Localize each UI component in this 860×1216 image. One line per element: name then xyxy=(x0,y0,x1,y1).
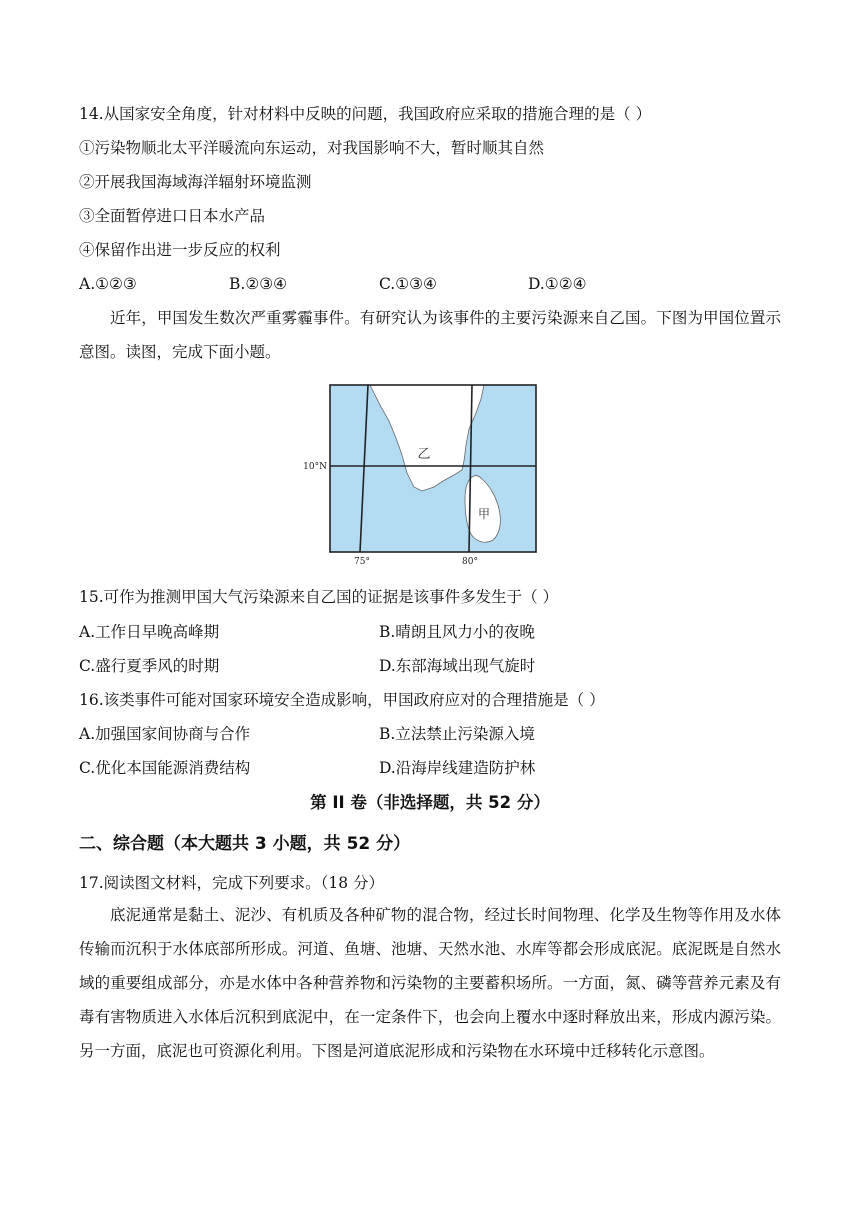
section-2-title: 第 II 卷（非选择题，共 52 分） xyxy=(310,793,550,812)
q16-option-a: A.加强国家间协商与合作 xyxy=(79,725,251,743)
part-2-heading: 二、综合题（本大题共 3 小题，共 52 分） xyxy=(79,834,411,854)
q14-option-b: B.②③④ xyxy=(229,275,288,293)
q16-option-c: C.优化本国能源消费结构 xyxy=(79,759,251,777)
q14-item-1: ①污染物顺北太平洋暖流向东运动，对我国影响不大，暂时顺其自然 xyxy=(79,139,545,157)
q17-stem: 17.阅读图文材料，完成下列要求。（18 分） xyxy=(79,874,385,892)
map-lon-label-75: 75° xyxy=(354,557,370,567)
q14-item-4: ④保留作出进一步反应的权利 xyxy=(79,241,281,259)
q14-option-d: D.①②④ xyxy=(528,275,587,293)
map-lon-label-80: 80° xyxy=(462,557,478,567)
q14-option-a: A.①②③ xyxy=(79,275,137,293)
q14-option-c: C.①③④ xyxy=(379,275,437,293)
q15-option-d: D.东部海域出现气旋时 xyxy=(379,657,536,675)
q15-option-a: A.工作日早晚高峰期 xyxy=(79,623,220,641)
q14-item-2: ②开展我国海域海洋辐射环境监测 xyxy=(79,173,312,191)
q16-option-b: B.立法禁止污染源入境 xyxy=(379,725,535,743)
q14-item-3: ③全面暂停进口日本水产品 xyxy=(79,207,266,225)
q15-stem: 15.可作为推测甲国大气污染源来自乙国的证据是该事件多发生于（ ） xyxy=(79,588,559,606)
q14-stem: 14.从国家安全角度，针对材料中反映的问题，我国政府应采取的措施合理的是（ ） xyxy=(79,105,652,123)
location-map xyxy=(296,383,556,568)
map-label-yi: 乙 xyxy=(417,447,431,462)
q16-stem: 16.该类事件可能对国家环境安全造成影响，甲国政府应对的合理措施是（ ） xyxy=(79,691,605,709)
intro-paragraph: 近年，甲国发生数次严重雾霾事件。有研究认为该事件的主要污染源来自乙国。下图为甲国位置示意图。读图，完成下面小题。 xyxy=(79,309,781,361)
q15-option-b: B.晴朗且风力小的夜晚 xyxy=(379,623,535,641)
q16-option-d: D.沿海岸线建造防护林 xyxy=(379,759,536,777)
q17-paragraph: 底泥通常是黏土、泥沙、有机质及各种矿物的混合物，经过长时间物理、化学及生物等作用及水体传输而沉积于水体底部所形成。河道、鱼塘、池塘、天然水池、水库等都会形成底泥。底泥既是自然水域的重要组成部分，亦是水体中各种营养物和污染物的主要蓄积场所。一方面，氮、磷等营养元素及有毒有害物质进入水体后沉积到底泥中，在一定条件下，也会向上覆水中逐时释放出来，形成内源污染。另一方面，底泥也可资源化利用。下图是河道底泥形成和污染物在水环境中迁移转化示意图。 xyxy=(79,906,781,1060)
map-label-jia: 甲 xyxy=(477,507,491,521)
q15-option-c: C.盛行夏季风的时期 xyxy=(79,657,220,675)
map-lat-label: 10°N xyxy=(303,462,327,472)
